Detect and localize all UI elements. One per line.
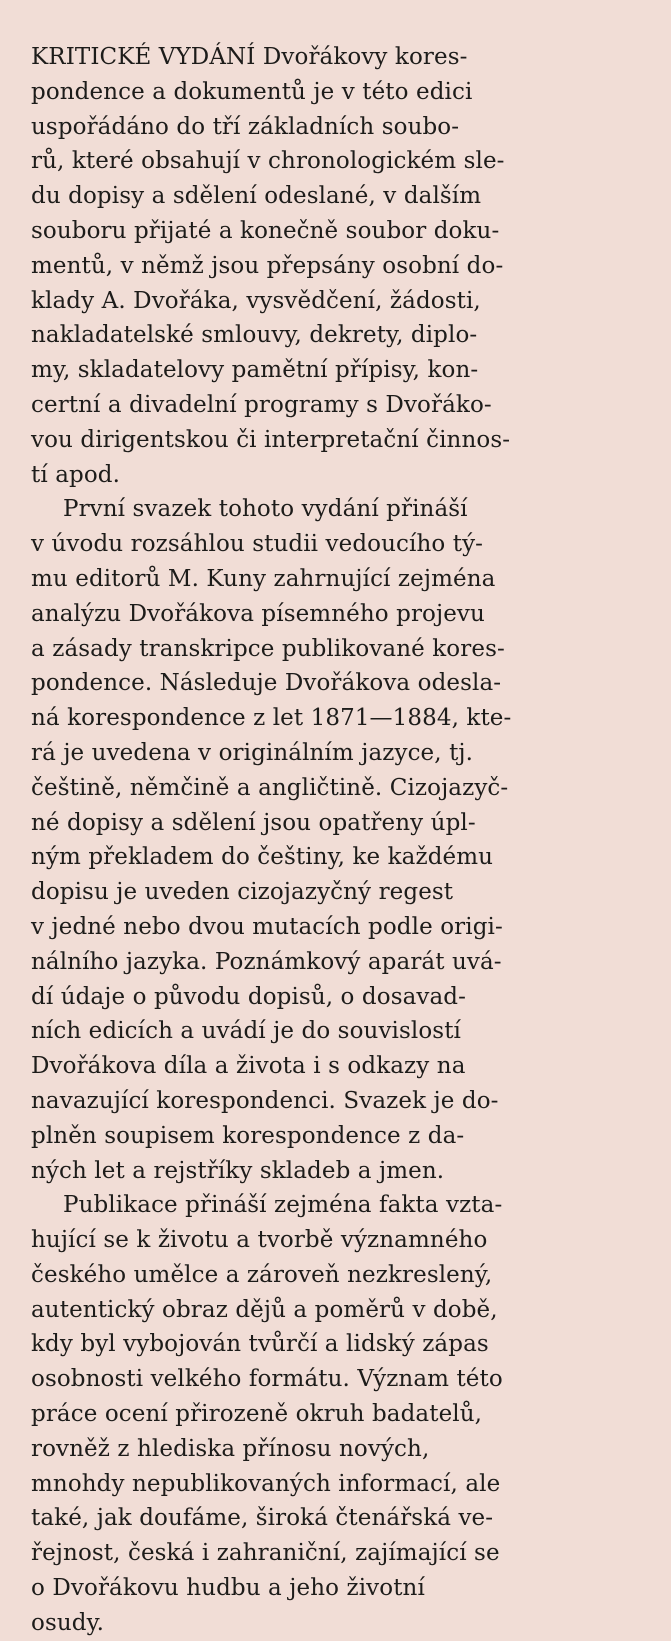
text-line: dí údaje o původu dopisů, o dosavad- bbox=[31, 983, 467, 1010]
text-line: osobnosti velkého formátu. Význam této bbox=[31, 1366, 503, 1393]
text-line: souboru přijaté a konečně soubor doku- bbox=[31, 217, 500, 244]
text-line: uspořádáno do tří základních soubo- bbox=[31, 113, 460, 140]
paragraph-2 bbox=[31, 492, 631, 1188]
text-line: První svazek tohoto vydání přináší bbox=[63, 496, 468, 523]
text-line: rovněž z hlediska přínosu nových, bbox=[31, 1435, 430, 1462]
text-line: osudy. bbox=[31, 1609, 105, 1636]
text-line: pondence. Následuje Dvořákova odesla- bbox=[31, 670, 502, 697]
text-line: v jedné nebo dvou mutacích podle origi- bbox=[31, 913, 503, 940]
text-line: klady A. Dvořáka, vysvědčení, žádosti, bbox=[31, 287, 481, 314]
paragraph-3 bbox=[31, 1188, 631, 1640]
paragraph-1 bbox=[31, 40, 631, 492]
text-line: du dopisy a sdělení odeslané, v dalším bbox=[31, 183, 482, 210]
text-line: Dvořákova díla a života i s odkazy na bbox=[31, 1053, 466, 1080]
text-line: českého umělce a zároveň nezkreslený, bbox=[31, 1261, 493, 1288]
text-line: nálního jazyka. Poznámkový aparát uvá- bbox=[31, 948, 502, 975]
text-line: navazující korespondenci. Svazek je do- bbox=[31, 1087, 499, 1114]
text-line: v úvodu rozsáhlou studii vedoucího tý- bbox=[31, 531, 484, 558]
text-line: KRITICKÉ VYDÁNÍ Dvořákovy kores- bbox=[31, 44, 468, 70]
text-line: práce ocení přirozeně okruh badatelů, bbox=[31, 1401, 483, 1428]
text-line: dopisu je uveden cizojazyčný regest bbox=[31, 879, 454, 906]
text-line: hující se k životu a tvorbě významného bbox=[31, 1227, 488, 1254]
text-line: mentů, v němž jsou přepsány osobní do- bbox=[31, 252, 504, 279]
text-line: mu editorů M. Kuny zahrnující zejména bbox=[31, 565, 496, 592]
text-line: my, skladatelovy pamětní přípisy, kon- bbox=[31, 357, 479, 384]
text-line: certní a divadelní programy s Dvořáko- bbox=[31, 391, 492, 418]
text-line: o Dvořákovu hudbu a jeho životní bbox=[31, 1575, 425, 1602]
text-line: nakladatelské smlouvy, dekrety, diplo- bbox=[31, 322, 478, 349]
text-line: Publikace přináší zejména fakta vzta- bbox=[63, 1192, 503, 1219]
text-line: ných let a rejstříky skladeb a jmen. bbox=[31, 1157, 445, 1184]
text-line: ným překladem do češtiny, ke každému bbox=[31, 844, 494, 871]
text-line: rů, které obsahují v chronologickém sle- bbox=[31, 148, 505, 175]
text-line: né dopisy a sdělení jsou opatřeny úpl- bbox=[31, 809, 476, 836]
text-line: rá je uvedena v originálním jazyce, tj. bbox=[31, 739, 474, 766]
text-line: a zásady transkripce publikované kores- bbox=[31, 635, 505, 662]
text-line: vou dirigentskou či interpretační činnos- bbox=[31, 426, 511, 453]
text-line: plněn soupisem korespondence z da- bbox=[31, 1122, 465, 1149]
text-line: kdy byl vybojován tvůrčí a lidský zápas bbox=[31, 1331, 489, 1358]
text-line: pondence a dokumentů je v této edici bbox=[31, 78, 473, 105]
text-line: analýzu Dvořákova písemného projevu bbox=[31, 600, 485, 627]
text-line: tí apod. bbox=[31, 461, 121, 488]
text-line: řejnost, česká i zahraniční, zajímající se bbox=[31, 1540, 500, 1567]
text-line: autentický obraz dějů a poměrů v době, bbox=[31, 1296, 498, 1323]
text-line: ních edicích a uvádí je do souvislostí bbox=[31, 1018, 461, 1045]
text-line: také, jak doufáme, široká čtenářská ve- bbox=[31, 1505, 494, 1532]
text-line: ná korespondence z let 1871—1884, kte- bbox=[31, 705, 512, 732]
body-text bbox=[31, 40, 631, 1641]
text-line: mnohdy nepublikovaných informací, ale bbox=[31, 1470, 501, 1497]
text-line: češtině, němčině a angličtině. Cizojazyč- bbox=[31, 774, 509, 801]
